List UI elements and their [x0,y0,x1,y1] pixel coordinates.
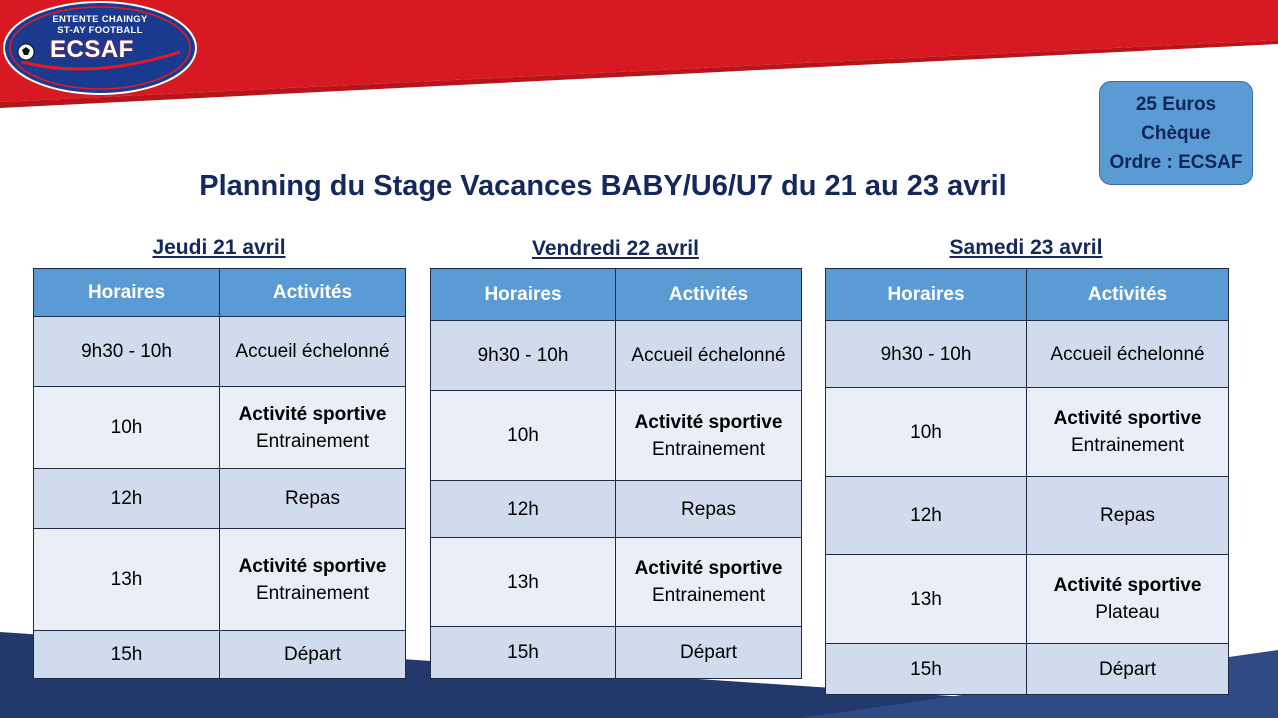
table-row [34,317,406,387]
time-cell: 9h30 - 10h [34,317,220,387]
table-row [431,538,802,627]
activity-cell [1027,555,1229,644]
activity-cell: Repas [1027,477,1229,555]
table-row [826,388,1229,477]
activity-detail: Entrainement [255,430,369,452]
activity-title: Activité sportive [1053,408,1202,429]
time-cell: 10h [826,388,1027,477]
activity-cell: Repas [220,469,406,529]
time-cell: 12h [826,477,1027,555]
time-cell: 13h [826,555,1027,644]
activity-cell [1027,388,1229,477]
column-header-horaires: Horaires [826,269,1027,321]
activity-cell: Accueil échelonné [616,321,802,391]
activity-title: Activité sportive [1053,575,1202,596]
activity-title: Activité sportive [634,411,783,433]
column-header-activites: Activités [1027,269,1229,321]
table-row [826,321,1229,388]
activity-cell: Repas [616,481,802,538]
activity-detail: Plateau [1095,602,1160,623]
price-amount: 25 Euros [1135,93,1217,115]
column-header-horaires: Horaires [431,269,616,321]
time-cell: 9h30 - 10h [431,321,616,391]
logo-text-top: ENTENTE CHAINGY ST-AY FOOTBALL [52,14,148,36]
activity-cell [616,538,802,627]
club-logo [2,0,198,96]
time-cell: 15h [431,627,616,679]
activity-detail: Entrainement [1070,435,1184,456]
activity-title: Activité sportive [238,555,387,577]
table-row [826,644,1229,695]
time-cell: 10h [431,391,616,481]
table-row [431,391,802,481]
table-row [826,477,1229,555]
activity-detail: Entrainement [651,438,765,460]
time-cell: 12h [431,481,616,538]
activity-title: Activité sportive [238,403,387,425]
day-heading-thursday: Jeudi 21 avril [152,236,286,259]
column-header-horaires: Horaires [34,269,220,317]
time-cell: 9h30 - 10h [826,321,1027,388]
activity-detail: Entrainement [255,582,369,604]
table-row [34,387,406,469]
table-row [34,631,406,679]
activity-cell: Départ [616,627,802,679]
activity-cell [220,529,406,631]
day-heading-friday: Vendredi 22 avril [532,237,699,260]
activity-cell [220,387,406,469]
activity-cell: Accueil échelonné [1027,321,1229,388]
time-cell: 15h [34,631,220,679]
time-cell: 10h [34,387,220,469]
activity-title: Activité sportive [634,558,783,579]
activity-cell: Accueil échelonné [220,317,406,387]
table-row [431,627,802,679]
activity-cell: Départ [1027,644,1229,695]
page-title: Planning du Stage Vacances BABY/U6/U7 du 21 au 23 avril [199,170,1007,202]
column-header-activites: Activités [616,269,802,321]
time-cell: 13h [34,529,220,631]
day-heading-saturday: Samedi 23 avril [949,236,1103,259]
table-row [826,555,1229,644]
price-order: Ordre : ECSAF [1109,151,1243,173]
activity-cell: Départ [220,631,406,679]
activity-detail: Entrainement [651,585,765,606]
schedule-table-saturday [825,268,1229,695]
schedule-table-friday [430,268,802,679]
schedule-table-thursday [33,268,406,679]
price-method: Chèque [1141,122,1211,144]
table-row [34,529,406,631]
time-cell: 12h [34,469,220,529]
time-cell: 15h [826,644,1027,695]
table-row [431,481,802,538]
time-cell: 13h [431,538,616,627]
activity-cell [616,391,802,481]
table-row [431,321,802,391]
logo-name: ECSAF [50,36,134,63]
table-row [34,469,406,529]
column-header-activites: Activités [220,269,406,317]
